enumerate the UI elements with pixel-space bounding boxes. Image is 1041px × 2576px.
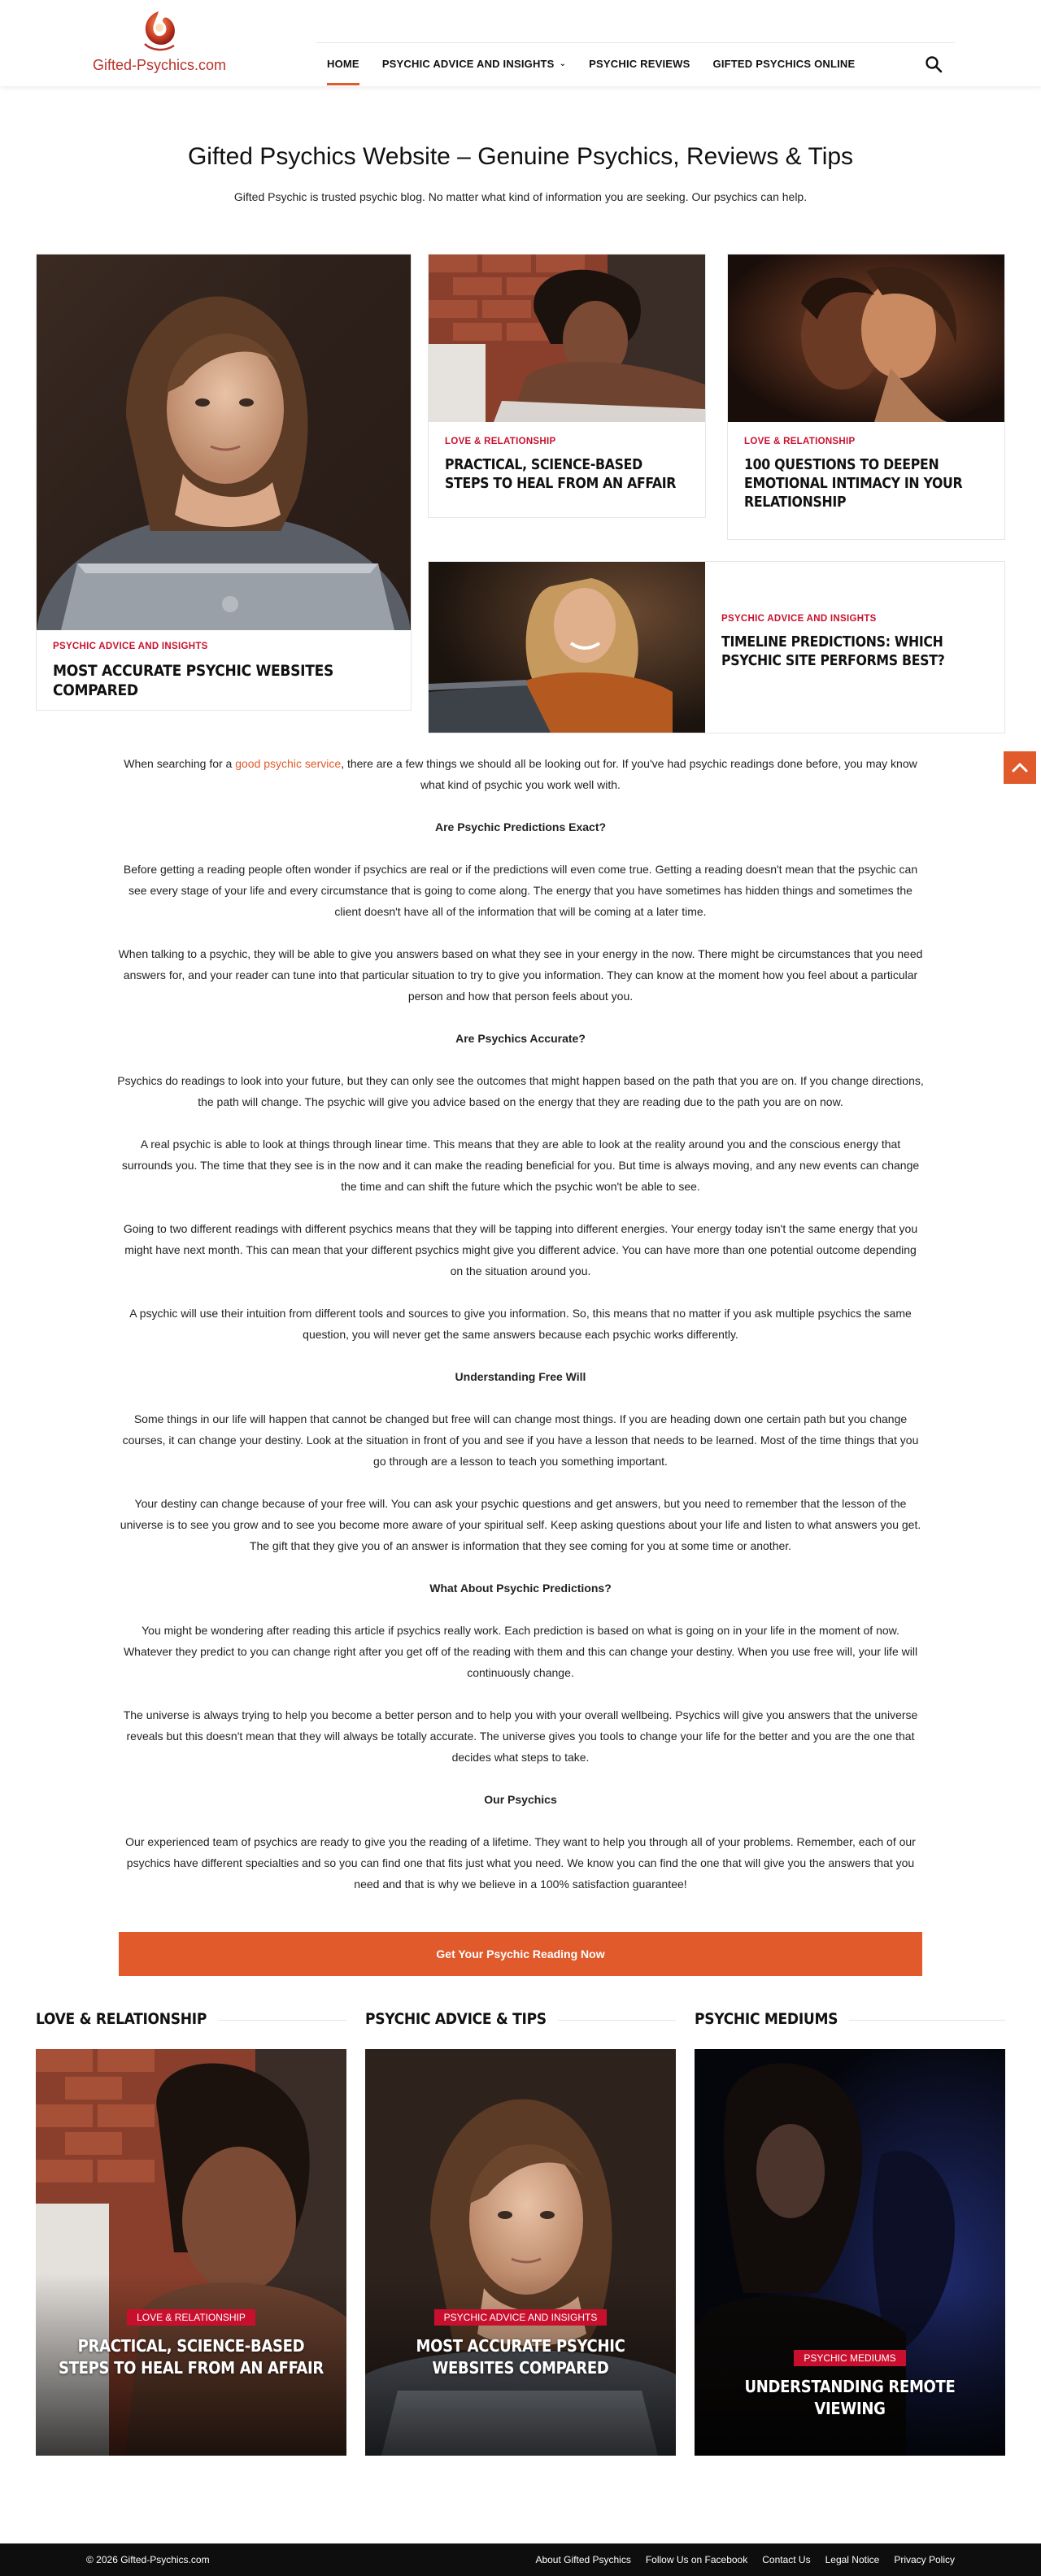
article-paragraph: Going to two different readings with different psychics means that they will be tapping into different energies. Your energy today isn't the same energy that you might have next month. This can mean that your different psychics might give you different advice. You can have more than one potential outcome depending on the situation around you. bbox=[123, 1222, 918, 1277]
card-category[interactable]: LOVE & RELATIONSHIP bbox=[744, 437, 856, 446]
nav-psychic-advice[interactable] bbox=[371, 43, 577, 85]
card-title[interactable]: 100 QUESTIONS TO DEEPEN EMOTIONAL INTIMACY IN YOUR RELATIONSHIP bbox=[744, 457, 963, 511]
feature-card-advice[interactable] bbox=[365, 2049, 676, 2456]
feature-title[interactable]: PRACTICAL, SCIENCE-BASED STEPS TO HEAL FROM AN AFFAIR bbox=[59, 2336, 324, 2378]
article-paragraph: Your destiny can change because of your free will. You can ask your psychic questions and get answers, but you need to remember that the lesson of the universe is to see you grow and to see you become more aware of your spiritual self. Keep asking questions about your life and listen to what answers you get. The gift that they give you of an answer is information that they see coming for you at some time or another. bbox=[120, 1497, 921, 1552]
card-image[interactable] bbox=[429, 255, 705, 422]
heading-our-psychics: Our Psychics bbox=[484, 1793, 557, 1806]
footer-link-about[interactable]: About Gifted Psychics bbox=[535, 2554, 631, 2565]
category-badge[interactable]: PSYCHIC ADVICE AND INSIGHTS bbox=[434, 2309, 608, 2326]
card-body bbox=[445, 437, 689, 494]
article-paragraph: Before getting a reading people often wonder if psychics are real or if the predictions will even come true. Getting a reading doesn't mean that the psychic can see every stage of your life and every circumstance that is going to come along. The energy that you have sometimes has hidden things and sometimes the client doesn't have all of the information that will be coming at a later time. bbox=[123, 863, 918, 918]
card-body bbox=[744, 437, 988, 512]
card-title[interactable]: PRACTICAL, SCIENCE-BASED STEPS TO HEAL FROM AN AFFAIR bbox=[445, 457, 677, 492]
nav-psychic-reviews-label: PSYCHIC REVIEWS bbox=[589, 58, 690, 70]
page-title: Gifted Psychics Website – Genuine Psychics, Reviews & Tips bbox=[187, 143, 854, 170]
feature-overlay bbox=[365, 2309, 676, 2439]
article-paragraph: Some things in our life will happen that cannot be changed but free will can change most things. If you are heading down one certain path but you change courses, it can change your destiny. Look at the situation in front of you and see if you have a lesson that needs to be learned. Most of the time things that you go through are a lesson to teach you something important. bbox=[122, 1412, 919, 1468]
card-image[interactable] bbox=[429, 562, 705, 733]
article-body bbox=[117, 753, 924, 1916]
article-paragraph: The universe is always trying to help you become a better person and to help you with your overall wellbeing. Psychics will give you answers that the universe reveals but this doesn't mean that they will always be totally accurate. The universe gives you tools to change your life for the better and you are the one that decides what steps to take. bbox=[123, 1708, 918, 1764]
footer-link-contact[interactable]: Contact Us bbox=[762, 2554, 811, 2565]
section-title[interactable]: LOVE & RELATIONSHIP bbox=[36, 2010, 218, 2028]
search-icon[interactable] bbox=[924, 54, 943, 74]
card-category[interactable]: PSYCHIC ADVICE AND INSIGHTS bbox=[53, 642, 208, 651]
card-body bbox=[721, 614, 990, 671]
card-body bbox=[53, 642, 394, 700]
featured-card-timeline[interactable] bbox=[428, 561, 1005, 733]
heading-free-will: Understanding Free Will bbox=[455, 1370, 586, 1383]
feature-card-love[interactable] bbox=[36, 2049, 346, 2456]
article-paragraph: A psychic will use their intuition from different tools and sources to give you information. So, this means that no matter if you ask multiple psychics the same question, you will never get the same answers because each psychic works differently. bbox=[129, 1307, 912, 1341]
logo-text: Gifted-Psychics.com bbox=[92, 57, 227, 73]
card-image[interactable] bbox=[37, 255, 411, 630]
featured-card-intimacy[interactable] bbox=[727, 254, 1005, 540]
chevron-down-icon: ⌄ bbox=[559, 59, 567, 68]
get-reading-button[interactable]: Get Your Psychic Reading Now bbox=[119, 1932, 922, 1976]
nav-psychic-reviews[interactable] bbox=[577, 43, 701, 85]
heading-predictions-exact: Are Psychic Predictions Exact? bbox=[434, 820, 607, 833]
section-heading-love bbox=[36, 2010, 346, 2031]
logo-icon bbox=[135, 8, 182, 55]
card-category[interactable]: LOVE & RELATIONSHIP bbox=[445, 437, 556, 446]
nav-home[interactable] bbox=[316, 43, 371, 85]
article-paragraph: When talking to a psychic, they will be able to give you answers based on what they see in your energy in the now. There might be circumstances that you need answers for, and your reader can tune into that particular situation to try to give you information. They can know at the moment how you feel about a particular person and how that person feels about you. bbox=[118, 947, 923, 1003]
featured-card-large[interactable] bbox=[36, 254, 412, 711]
footer-links bbox=[535, 2554, 955, 2565]
featured-card-affair[interactable] bbox=[428, 254, 706, 518]
copyright: © 2026 Gifted-Psychics.com bbox=[86, 2554, 210, 2565]
article-paragraph: Psychics do readings to look into your future, but they can only see the outcomes that might happen based on the path that you are on. If you change directions, the path will change. The psychic will give you advice based on the energy that they are reading due to the path you are on now. bbox=[117, 1074, 924, 1108]
card-image[interactable] bbox=[728, 255, 1004, 422]
section-title[interactable]: PSYCHIC MEDIUMS bbox=[695, 2010, 849, 2028]
intro-paragraph bbox=[117, 753, 924, 795]
category-badge[interactable]: PSYCHIC MEDIUMS bbox=[794, 2350, 905, 2366]
feature-card-mediums[interactable] bbox=[695, 2049, 1005, 2456]
section-heading-advice bbox=[365, 2010, 676, 2031]
article-paragraph: Our experienced team of psychics are ready to give you the reading of a lifetime. They want to help you through all of your problems. Remember, each of our psychics have different specialties and so you can find one that fits just what you need. We know you can find the one that will give you the answers that you need and that is why we believe in a 100% satisfaction guarantee! bbox=[125, 1835, 916, 1891]
feature-title[interactable]: MOST ACCURATE PSYCHIC WEBSITES COMPARED bbox=[416, 2336, 625, 2378]
main-nav bbox=[316, 42, 955, 85]
footer-link-facebook[interactable]: Follow Us on Facebook bbox=[645, 2554, 748, 2565]
intro-text-before: When searching for a bbox=[124, 757, 236, 770]
feature-title[interactable]: UNDERSTANDING REMOTE VIEWING bbox=[744, 2377, 956, 2418]
heading-psychic-predictions: What About Psychic Predictions? bbox=[429, 1582, 612, 1595]
site-logo[interactable] bbox=[86, 7, 233, 80]
heading-psychics-accurate: Are Psychics Accurate? bbox=[455, 1032, 586, 1045]
category-badge[interactable]: LOVE & RELATIONSHIP bbox=[127, 2309, 255, 2326]
card-category[interactable]: PSYCHIC ADVICE AND INSIGHTS bbox=[721, 614, 877, 624]
article-paragraph: A real psychic is able to look at things through linear time. This means that they are able to look at the reality around you and the conscious energy that surrounds you. The time that they see is in the now and it can make the reading beneficial for you. But time is always moving, and any new events can change the time and can shift the future which the psychic won't be able to see. bbox=[121, 1138, 920, 1193]
footer-link-privacy[interactable]: Privacy Policy bbox=[894, 2554, 955, 2565]
intro-text-after: , there are a few things we should all be looking out for. If you've had psychic readings done before, you may know what kind of psychic you work well with. bbox=[341, 757, 917, 791]
feature-overlay bbox=[695, 2350, 1005, 2439]
article-paragraph: You might be wondering after reading this article if psychics really work. Each prediction is based on what is going on in your life in the moment of now. Whatever they predict to you can change right after you get off of the reading with them and this can change your destiny. When you use free will, your life will continuously change. bbox=[123, 1624, 918, 1679]
arrow-up-icon[interactable] bbox=[1004, 751, 1036, 784]
section-heading-mediums bbox=[695, 2010, 1005, 2031]
nav-home-label: HOME bbox=[327, 58, 359, 70]
nav-psychic-advice-label: PSYCHIC ADVICE AND INSIGHTS bbox=[381, 58, 555, 70]
site-footer bbox=[0, 2543, 1041, 2576]
page-subtitle: Gifted Psychic is trusted psychic blog. No matter what kind of information you are seeking. Our psychics can help. bbox=[233, 190, 808, 203]
nav-gifted-psychics-online[interactable] bbox=[702, 43, 867, 85]
feature-overlay bbox=[36, 2309, 346, 2439]
nav-gifted-online-label: GIFTED PSYCHICS ONLINE bbox=[712, 58, 856, 70]
footer-link-legal[interactable]: Legal Notice bbox=[825, 2554, 880, 2565]
featured-grid bbox=[36, 254, 1005, 733]
card-title[interactable]: MOST ACCURATE PSYCHIC WEBSITES COMPARED bbox=[53, 662, 333, 699]
section-title[interactable]: PSYCHIC ADVICE & TIPS bbox=[365, 2010, 558, 2028]
site-header bbox=[0, 0, 1041, 86]
card-title[interactable]: TIMELINE PREDICTIONS: WHICH PSYCHIC SITE PERFORMS BEST? bbox=[721, 634, 945, 669]
good-psychic-service-link[interactable]: good psychic service bbox=[235, 757, 342, 770]
